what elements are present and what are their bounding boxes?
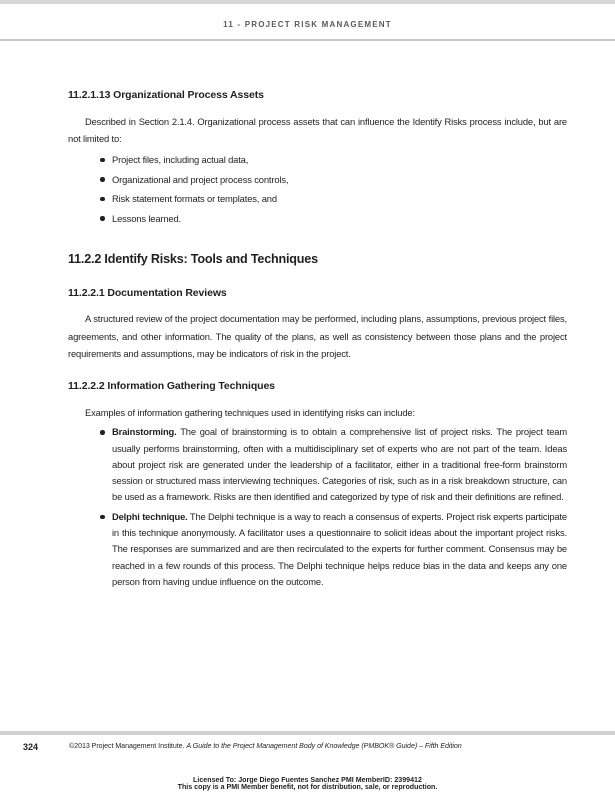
list-item-brainstorming (68, 424, 567, 505)
list-item: Project files, including actual data, (68, 150, 567, 170)
header-divider (0, 39, 615, 41)
section-heading-information-gathering: 11.2.2.2 Information Gathering Techniques (68, 380, 275, 393)
paragraph-information-gathering: Examples of information gathering techniques used in identifying risks can include: (85, 407, 415, 419)
description-brainstorming: The goal of brainstorming is to obtain a comprehensive list of project risks. The project team usually performs brainstorming, often with a multidisciplinary set of experts who are not part of the team. Ideas about project risk are generated under the leadership of a facilitator, either in a traditional free-form brainstorm session or structured mass interviewing techniques. Categories of risk, such as in a risk breakdown structure, can be used as a framework. Risks are then identified and categorized by type of risk and their definitions are refined. (112, 426, 567, 503)
techniques-bullet-list (68, 424, 567, 590)
paragraph-documentation-reviews: A structured review of the project documentation may be performed, including plans, assumptions, previous project files, agreements, and other information. The quality of the plans, as well as consistency between those plans and the project requirements and assumptions, may be indicators of risk in the project. (68, 313, 567, 359)
term-brainstorming: Brainstorming. (112, 426, 177, 438)
top-rule (0, 0, 615, 4)
term-delphi: Delphi technique. (112, 510, 188, 522)
license-line-2: This copy is a PMI Member benefit, not for distribution, sale, or reproduction. (177, 783, 438, 791)
section-heading-documentation-reviews: 11.2.2.1 Documentation Reviews (68, 287, 227, 300)
paragraph-opa-intro: Described in Section 2.1.4. Organizational process assets that can influence the Identify Risks process include, but are not limited to: (68, 116, 567, 145)
running-head: 11 - PROJECT RISK MANAGEMENT (223, 20, 392, 29)
footer-citation (69, 742, 462, 750)
page-content (68, 88, 567, 590)
footer-divider (0, 731, 615, 735)
description-delphi: The Delphi technique is a way to reach a consensus of experts. Project risk experts participate in this technique anonymously. A facilitator uses a questionnaire to solicit ideas about the important project risks. The responses are summarized and are then recirculated to the experts for further comment. Consensus may be reached in a few rounds of this process. The Delphi technique helps reduce bias in the data and keeps any one person from having undue influence on the outcome. (112, 510, 567, 587)
page-number: 324 (23, 742, 39, 752)
section-heading-tools-techniques: 11.2.2 Identify Risks: Tools and Techniques (68, 252, 318, 267)
list-item-delphi (68, 509, 567, 590)
book-title: A Guide to the Project Management Body of Knowledge (PMBOK® Guide) – Fifth Edition (186, 742, 462, 750)
section-heading-organizational-process-assets: 11.2.1.13 Organizational Process Assets (68, 89, 264, 101)
list-item: Lessons learned. (68, 209, 567, 229)
copyright-notice: ©2013 Project Management Institute. (69, 742, 187, 750)
list-item: Organizational and project process controls, (68, 170, 567, 190)
list-item: Risk statement formats or templates, and (68, 189, 567, 209)
opa-bullet-list (68, 150, 567, 228)
license-line-1: Licensed To: Jorge Diego Fuentes Sanchez PMI MemberID: 2399412 (193, 776, 422, 784)
